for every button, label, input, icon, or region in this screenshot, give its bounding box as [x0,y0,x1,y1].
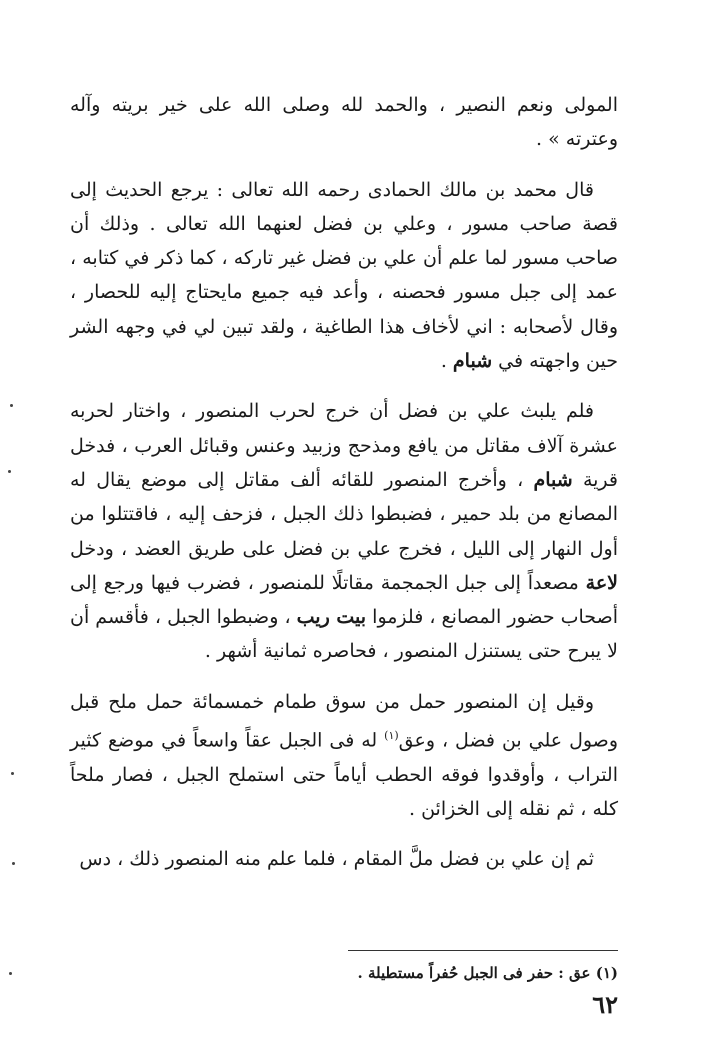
paragraph-text: فلم يلبث علي بن فضل أن خرج لحرب المنصور ، واختار لحربه عشرة آلاف مقاتل من يافع ومذحج وزبيد وعنس وقبائل العرب ، فدخل قرية [70,400,618,491]
scan-mark [9,972,12,975]
paragraph-text: ، وأخرج المنصور للقائه ألف مقاتل إلى موضع يقال له المصانع من بلد حمير ، فضبطوا ذلك الجبل ، فزحف إليه ، فاقتتلوا من أول النهار إلى الليل ، فخرج علي بن فضل على طريق العضد ، ودخل [70,468,618,560]
paragraph-text: قال محمد بن مالك الحمادى رحمه الله تعالى : يرجع الحديث إلى قصة صاحب مسور ، وعلي بن فضل لعنهما الله تعالى . وذلك أن صاحب مسور لما علم أن علي بن فضل غير تاركه ، كما ذكر في كتابه ، عمد إلى جبل مسور فحصنه ، وأعد فيه جميع مايحتاج إليه للحصار ، وقال لأصحابه : اني لأخاف هذا الطاغية ، ولقد تبين لي في وجهه الشر حين واجهته في [70,178,618,373]
scan-mark [10,404,13,407]
paragraph [70,394,618,668]
place-name: بيت ريب [296,606,367,629]
scan-mark [12,862,15,865]
paragraph [70,173,618,379]
footnote-marker: (١) [384,729,399,743]
scan-mark [8,470,11,473]
place-name: لاعة [585,571,618,594]
paragraph-text: المولى ونعم النصير ، والحمد لله وصلى الله على خير بريته وآله وعترته » . [70,94,618,151]
paragraph-text: له فى الجبل عقاً واسعاً في موضع كثير التراب ، وأوقدوا فوقه الحطب أياماً حتى استملح الجبل ، فصار ملحاً كله ، ثم نقله إلى الخزائن . [70,729,618,820]
place-name: شبام [452,350,493,373]
paragraph-text: مصعداً إلى جبل الجمجمة مقاتلًا للمنصور ، فضرب فيها ورجع إلى أصحاب حضور المصانع ، فلزموا [70,571,618,629]
page-body [70,88,618,877]
paragraph [70,88,618,157]
paragraph-text: وقيل إن المنصور حمل من سوق طمام خمسمائة حمل ملح قبل وصول علي بن فضل ، وعق [70,690,618,752]
paragraph [70,842,618,876]
page-number: ٦٢ [592,990,618,1019]
paragraph-text: ، وضبطوا الجبل ، فأقسم أن لا يبرح حتى يستنزل المنصور ، فحاصره ثمانية أشهر . [70,606,618,663]
paragraph-text: ثم إن علي بن فضل ملَّ المقام ، فلما علم منه المنصور ذلك ، دس [79,848,594,871]
scan-mark [11,772,14,775]
place-name: شبام [533,468,573,491]
footnote: (١) عق : حفر فى الجبل حُفراً مستطيلة . [357,964,618,982]
footnote-divider [348,950,618,951]
paragraph-text: . [440,350,453,373]
paragraph [70,685,618,827]
